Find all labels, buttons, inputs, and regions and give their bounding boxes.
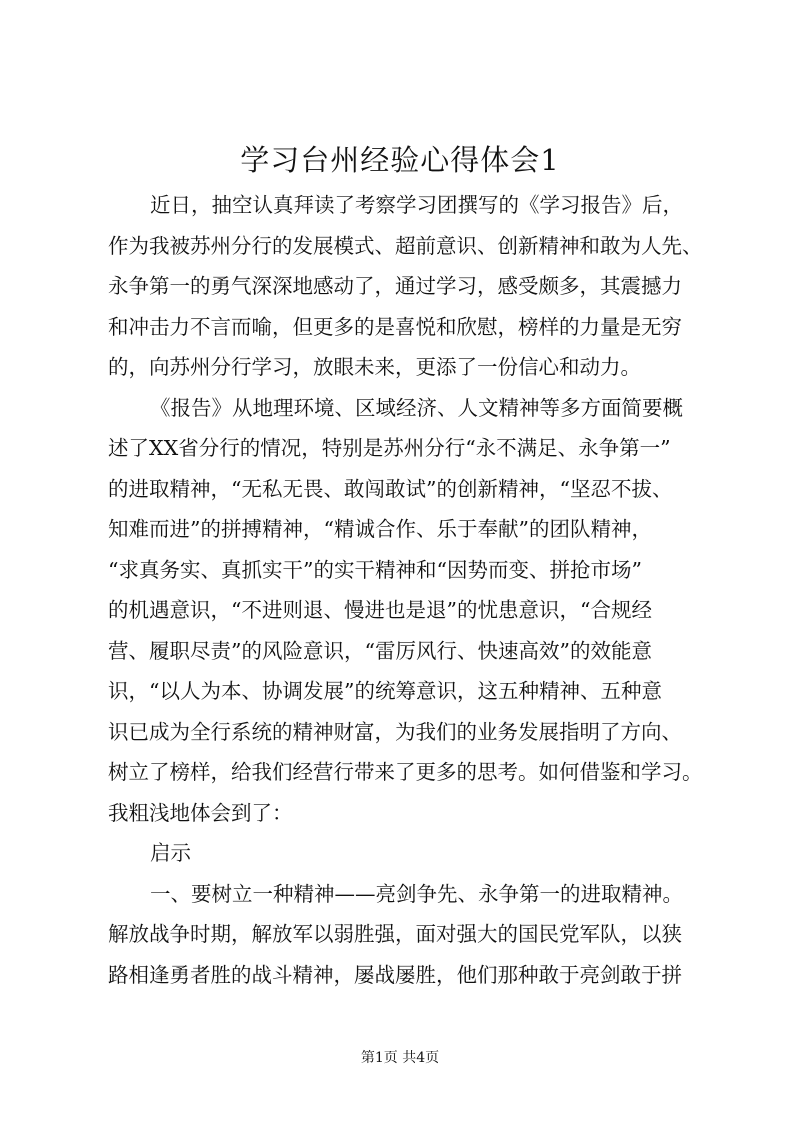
paragraph-line: 识已成为全行系统的精神财富，为我们的业务发展指明了方向、: [108, 719, 682, 744]
paragraph-line: “求真务实、真抓实干”的实干精神和“因势而变、拼抢市场”: [108, 557, 642, 582]
paragraph-line: 述了XX省分行的情况，特别是苏州分行“永不满足、永争第一”: [108, 436, 671, 460]
paragraph-line: 识，“以人为本、协调发展”的统筹意识，这五种精神、五种意: [108, 679, 662, 703]
paragraph-line: 和冲击力不言而喻，但更多的是喜悦和欣慰，榜样的力量是无穷: [108, 314, 682, 339]
paragraph-line: 知难而进”的拼搏精神，“精诚合作、乐于奉献”的团队精神，: [108, 517, 652, 541]
paragraph-line: 解放战争时期，解放军以弱胜强，面对强大的国民党军队，以狭: [108, 922, 682, 946]
page-footer: 第1页 共4页: [360, 1050, 440, 1066]
paragraph-line: 路相逢勇者胜的战斗精神，屡战屡胜，他们那种敢于亮剑敢于拼: [108, 962, 682, 987]
document-title: 学习台州经验心得体会1: [240, 143, 560, 177]
paragraph-line: 的进取精神，“无私无畏、敢闯敢试”的创新精神，“坚忍不拔、: [108, 476, 673, 501]
document-body: [108, 185, 716, 995]
paragraph-line: 近日，抽空认真拜读了考察学习团撰写的《学习报告》后，: [150, 193, 683, 217]
section-heading: 启示: [150, 841, 191, 865]
paragraph-line: 我粗浅地体会到了：: [108, 800, 293, 825]
paragraph-line: 《报告》从地理环境、区域经济、人文精神等多方面简要概: [150, 395, 683, 420]
paragraph-line: 树立了榜样，给我们经营行带来了更多的思考。如何借鉴和学习。: [108, 760, 703, 784]
paragraph-line: 永争第一的勇气深深地感动了，通过学习，感受颇多，其震撼力: [108, 274, 682, 298]
paragraph-line: 一、要树立一种精神——亮剑争先、永争第一的进取精神。: [150, 881, 683, 906]
paragraph-line: 的机遇意识，“不进则退、慢进也是退”的忧患意识，“合规经: [108, 598, 652, 622]
paragraph-line: 作为我被苏州分行的发展模式、超前意识、创新精神和敢为人先、: [108, 233, 703, 258]
paragraph-line: 的，向苏州分行学习，放眼未来，更添了一份信心和动力。: [108, 355, 641, 379]
paragraph-line: 营、履职尽责”的风险意识，“雷厉风行、快速高效”的效能意: [108, 638, 652, 663]
